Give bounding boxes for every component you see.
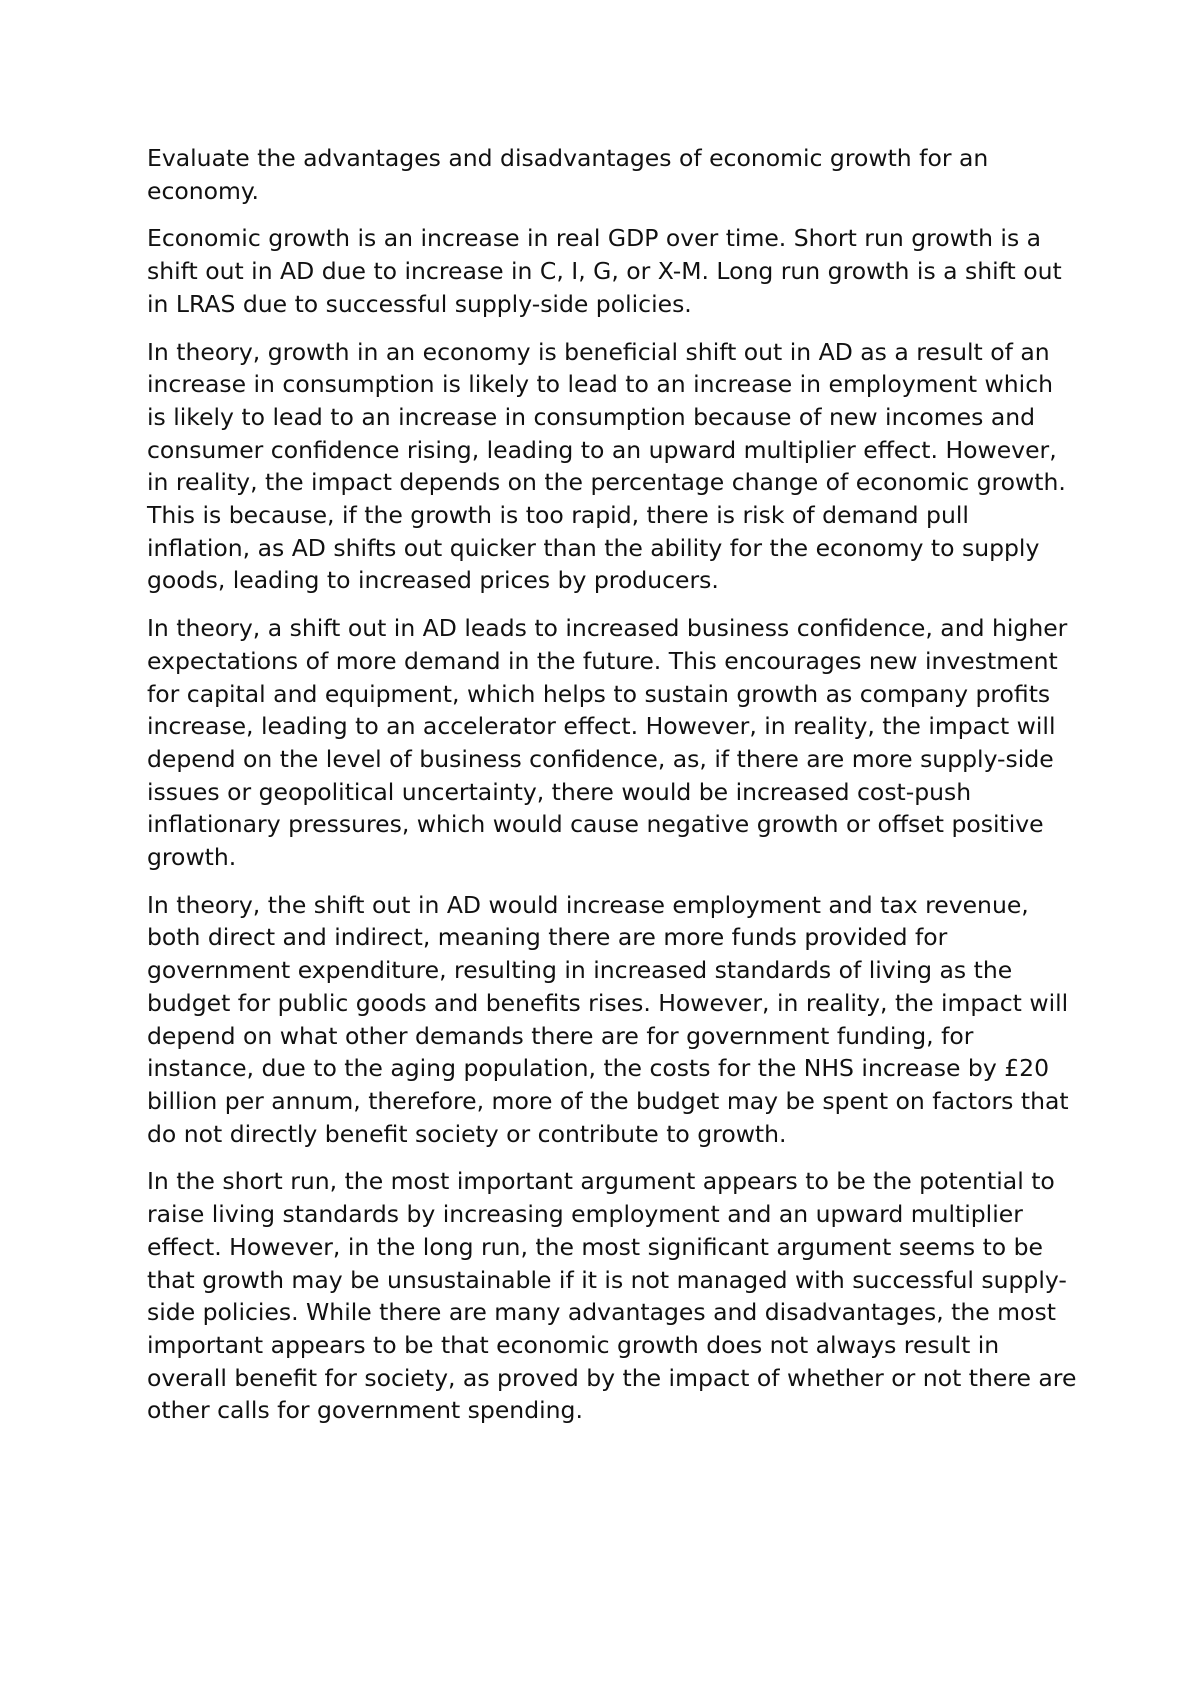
paragraph-multiplier: In theory, growth in an economy is beneficial shift out in AD as a result of an increase in consumption is likely to lead to an increase in employment which is likely to lead to an increase in consumption because of new incomes and consumer confidence rising, leading to an upward multiplier effect. However, in reality, the impact depends on the percentage change of economic growth. This is because, if the growth is too rapid, there is risk of demand pull inflation, as AD shifts out quicker than the ability for the economy to supply goods, leading to increased prices by producers.: [147, 337, 1066, 595]
document-body: [147, 142, 1077, 1442]
paragraph-definition: Economic growth is an increase in real GDP over time. Short run growth is a shift out in AD due to increase in C, I, G, or X-M. Long run growth is a shift out in LRAS due to successful supply-side policies.: [147, 224, 1062, 318]
paragraph-tax-revenue: In theory, the shift out in AD would increase employment and tax revenue, both direct and indirect, meaning there are more funds provided for government expenditure, resulting in increased standards of living as the budget for public goods and benefits rises. However, in reality, the impact will depend on what other demands there are for government funding, for instance, due to the aging population, the costs for the NHS increase by £20 billion per annum, therefore, more of the budget may be spent on factors that do not directly benefit society or contribute to growth.: [147, 890, 1069, 1148]
essay-question: Evaluate the advantages and disadvantages of economic growth for an economy.: [147, 144, 989, 205]
paragraph-accelerator: In theory, a shift out in AD leads to increased business confidence, and higher expectations of more demand in the future. This encourages new investment for capital and equipment, which helps to sustain growth as company profits increase, leading to an accelerator effect. However, in reality, the impact will depend on the level of business confidence, as, if there are more supply-side issues or geopolitical uncertainty, there would be increased cost-push inflationary pressures, which would cause negative growth or offset positive growth.: [147, 614, 1068, 872]
paragraph-conclusion: In the short run, the most important argument appears to be the potential to raise living standards by increasing employment and an upward multiplier effect. However, in the long run, the most significant argument seems to be that growth may be unsustainable if it is not managed with successful supply-side policies. While there are many advantages and disadvantages, the most important appears to be that economic growth does not always result in overall benefit for society, as proved by the impact of whether or not there are other calls for government spending.: [147, 1167, 1077, 1425]
